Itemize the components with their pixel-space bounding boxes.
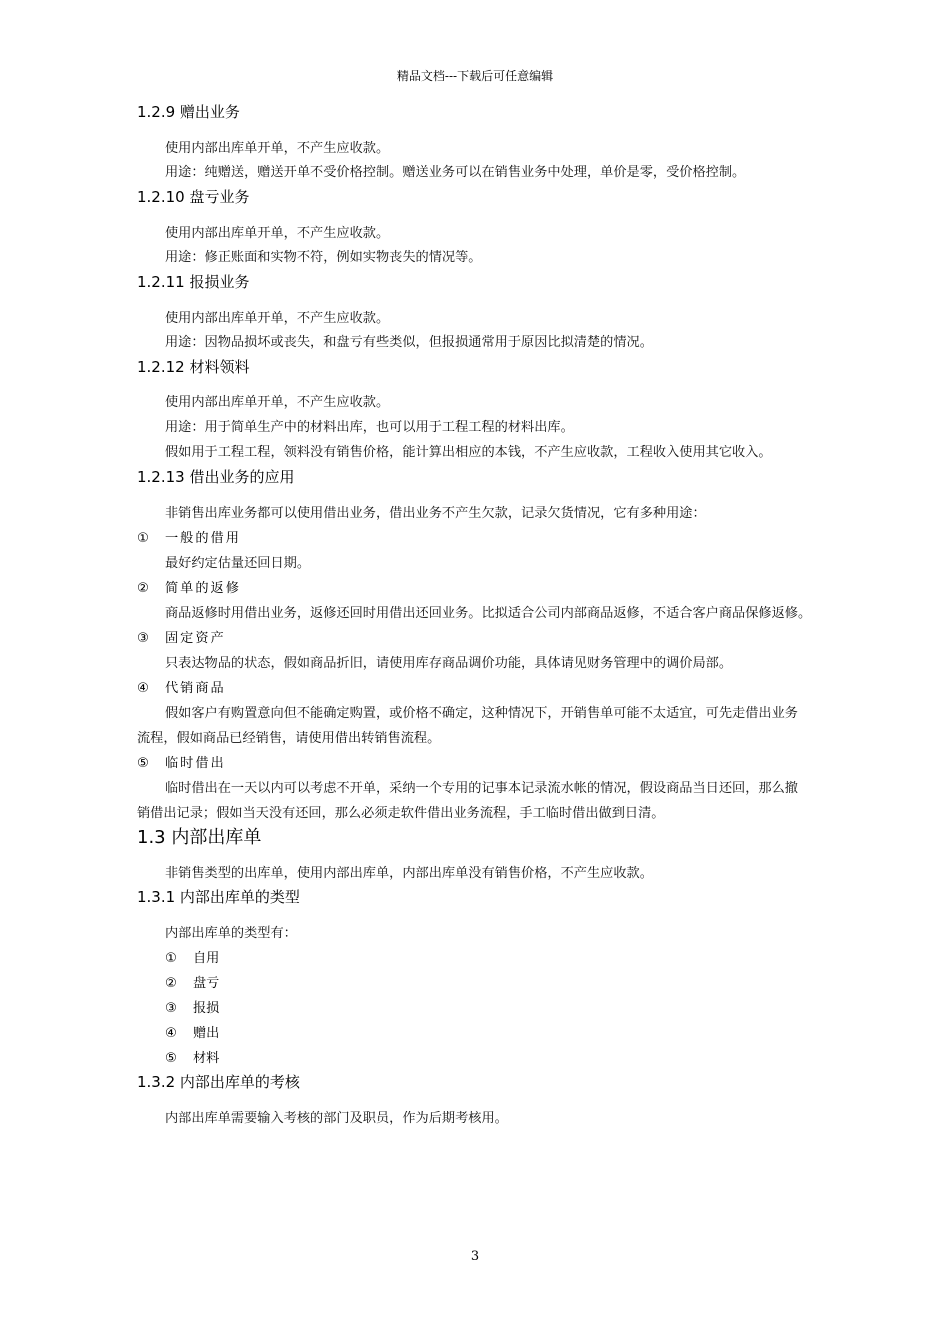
page-header: 精品文档---下载后可任意编辑	[396, 69, 554, 83]
list-marker: ④	[137, 681, 149, 696]
section-heading: 1.2.13 借出业务的应用	[137, 468, 295, 486]
paragraph: 非销售出库业务都可以使用借出业务，借出业务不产生欠款，记录欠货情况，它有多种用途：	[165, 506, 706, 521]
list-item	[137, 677, 226, 696]
section-heading: 1.2.10 盘亏业务	[137, 188, 250, 206]
list-text: 报损	[193, 1001, 220, 1016]
section-heading: 1.3.1 内部出库单的类型	[137, 888, 300, 906]
section-heading: 1.2.9 赠出业务	[137, 103, 240, 121]
paragraph: 使用内部出库单开单，不产生应收款。	[165, 226, 390, 241]
paragraph: 用途：修正账面和实物不符，例如实物丧失的情况等。	[165, 250, 482, 265]
list-label: 固定资产	[165, 631, 226, 646]
list-label: 代销商品	[165, 681, 226, 696]
section-heading: 1.2.11 报损业务	[137, 273, 250, 291]
list-marker: ③	[165, 1001, 177, 1016]
list-label: 临时借出	[165, 756, 226, 771]
list-marker: ②	[165, 976, 177, 991]
list-item	[137, 527, 241, 546]
paragraph-continuation: 销借出记录；假如当天没有还回，那么必须走软件借出业务流程，手工临时借出做到日清。	[137, 806, 665, 821]
list-text: 盘亏	[193, 976, 220, 991]
list-marker: ⑤	[165, 1051, 177, 1066]
list-item	[165, 997, 219, 1016]
list-marker: ③	[137, 631, 149, 646]
list-marker: ①	[137, 531, 149, 546]
paragraph: 使用内部出库单开单，不产生应收款。	[165, 395, 390, 410]
paragraph: 用途：纯赠送，赠送开单不受价格控制。赠送业务可以在销售业务中处理，单价是零，受价格控制。	[165, 165, 746, 180]
list-text: 自用	[193, 951, 220, 966]
list-item	[165, 972, 219, 991]
list-item	[137, 577, 241, 596]
paragraph: 假如用于工程工程，领料没有销售价格，能计算出相应的本钱，不产生应收款，工程收入使用其它收入。	[165, 445, 772, 460]
paragraph: 内部出库单需要输入考核的部门及职员，作为后期考核用。	[165, 1111, 508, 1126]
section-heading: 1.2.12 材料领料	[137, 358, 250, 376]
list-item	[165, 1047, 219, 1066]
page-number: 3	[470, 1249, 480, 1264]
paragraph: 假如客户有购置意向但不能确定购置，或价格不确定，这种情况下，开销售单可能不太适宜，可先走借出业务	[165, 706, 798, 721]
section-heading: 1.3.2 内部出库单的考核	[137, 1073, 300, 1091]
paragraph: 内部出库单的类型有：	[165, 926, 297, 941]
list-label: 一般的借用	[165, 531, 241, 546]
list-text: 材料	[193, 1051, 220, 1066]
paragraph: 用途：用于简单生产中的材料出库，也可以用于工程工程的材料出库。	[165, 420, 574, 435]
list-text: 赠出	[193, 1026, 220, 1041]
paragraph: 使用内部出库单开单，不产生应收款。	[165, 141, 390, 156]
paragraph-continuation: 流程，假如商品已经销售，请使用借出转销售流程。	[137, 731, 441, 746]
list-item	[137, 627, 226, 646]
list-marker: ④	[165, 1026, 177, 1041]
list-label: 简单的返修	[165, 581, 241, 596]
paragraph: 临时借出在一天以内可以考虑不开单，采纳一个专用的记事本记录流水帐的情况，假设商品当日还回，那么撤	[165, 781, 798, 796]
paragraph: 商品返修时用借出业务，返修还回时用借出还回业务。比拟适合公司内部商品返修，不适合客户商品保修返修。	[165, 606, 812, 621]
paragraph: 只表达物品的状态，假如商品折旧，请使用库存商品调价功能，具体请见财务管理中的调价局部。	[165, 656, 733, 671]
paragraph: 最好约定估量还回日期。	[165, 556, 311, 571]
list-marker: ①	[165, 951, 177, 966]
list-item	[137, 752, 226, 771]
paragraph: 用途：因物品损坏或丧失，和盘亏有些类似，但报损通常用于原因比拟清楚的情况。	[165, 335, 653, 350]
list-marker: ⑤	[137, 756, 149, 771]
chapter-heading: 1.3 内部出库单	[137, 827, 262, 848]
paragraph: 使用内部出库单开单，不产生应收款。	[165, 311, 390, 326]
list-item	[165, 947, 219, 966]
list-marker: ②	[137, 581, 149, 596]
paragraph: 非销售类型的出库单，使用内部出库单，内部出库单没有销售价格，不产生应收款。	[165, 866, 653, 881]
list-item	[165, 1022, 219, 1041]
